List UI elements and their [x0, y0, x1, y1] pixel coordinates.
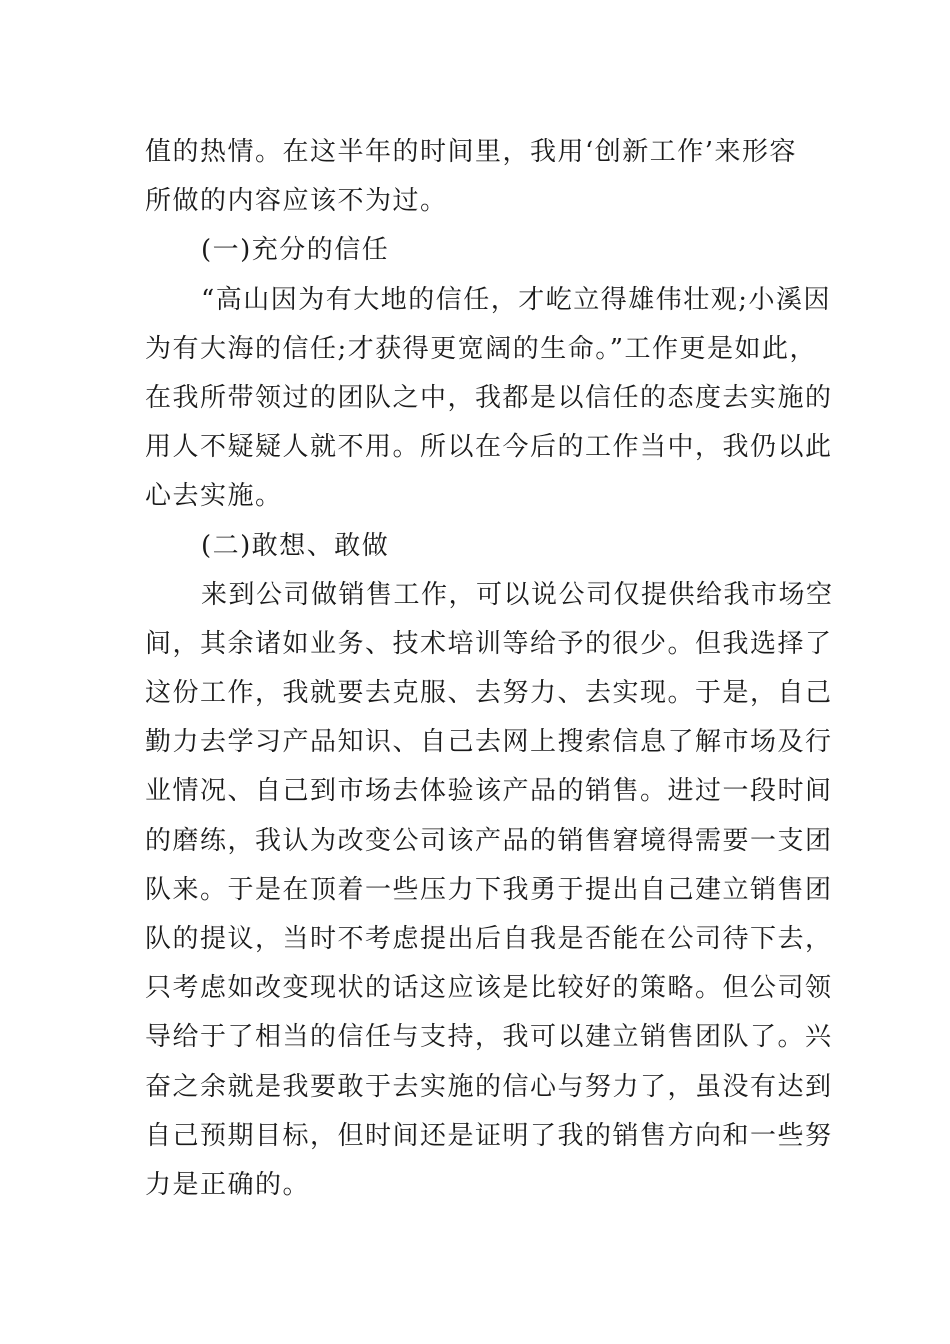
paragraph-line: 在我所带领过的团队之中，我都是以信任的态度去实施的: [145, 382, 833, 413]
paragraph-line: 来到公司做销售工作，可以说公司仅提供给我市场空: [201, 579, 834, 610]
paragraph-line: 自己预期目标，但时间还是证明了我的销售方向和一些努: [145, 1120, 833, 1151]
paragraph-line: 队来。于是在顶着一些压力下我勇于提出自己建立销售团: [145, 874, 833, 905]
section-heading-trust: (一)充分的信任: [201, 235, 390, 266]
paragraph-line: 力是正确的。: [145, 1169, 311, 1200]
paragraph-line: 只考虑如改变现状的话这应该是比较好的策略。但公司领: [145, 973, 833, 1004]
paragraph-line: 勤力去学习产品知识、自己去网上搜索信息了解市场及行: [145, 727, 833, 758]
paragraph-line: 为有大海的信任;才获得更宽阔的生命。”工作更是如此，: [145, 333, 818, 364]
paragraph-line: 队的提议，当时不考虑提出后自我是否能在公司待下去，: [145, 924, 833, 954]
paragraph-line: 业情况、自己到市场去体验该产品的销售。进过一段时间: [145, 776, 833, 807]
paragraph-line: “高山因为有大地的信任，才屹立得雄伟壮观;小溪因: [201, 284, 832, 315]
paragraph-line: 值的热情。在这半年的时间里，我用‘创新工作’来形容: [145, 137, 798, 167]
paragraph-line: 用人不疑疑人就不用。所以在今后的工作当中，我仍以此: [145, 432, 833, 463]
paragraph-line: 奋之余就是我要敢于去实施的信心与努力了，虽没有达到: [145, 1071, 833, 1102]
paragraph-line: 间，其余诸如业务、技术培训等给予的很少。但我选择了: [145, 628, 833, 659]
section-heading-dare: (二)敢想、敢做: [201, 530, 390, 561]
document-body: [145, 128, 834, 1210]
paragraph-line: 导给于了相当的信任与支持，我可以建立销售团队了。兴: [145, 1022, 833, 1053]
paragraph-line: 这份工作，我就要去克服、去努力、去实现。于是，自己: [145, 678, 833, 709]
paragraph-line: 的磨练，我认为改变公司该产品的销售窘境得需要一支团: [145, 825, 833, 856]
paragraph-line: 心去实施。: [145, 481, 283, 512]
paragraph-line: 所做的内容应该不为过。: [145, 186, 448, 217]
